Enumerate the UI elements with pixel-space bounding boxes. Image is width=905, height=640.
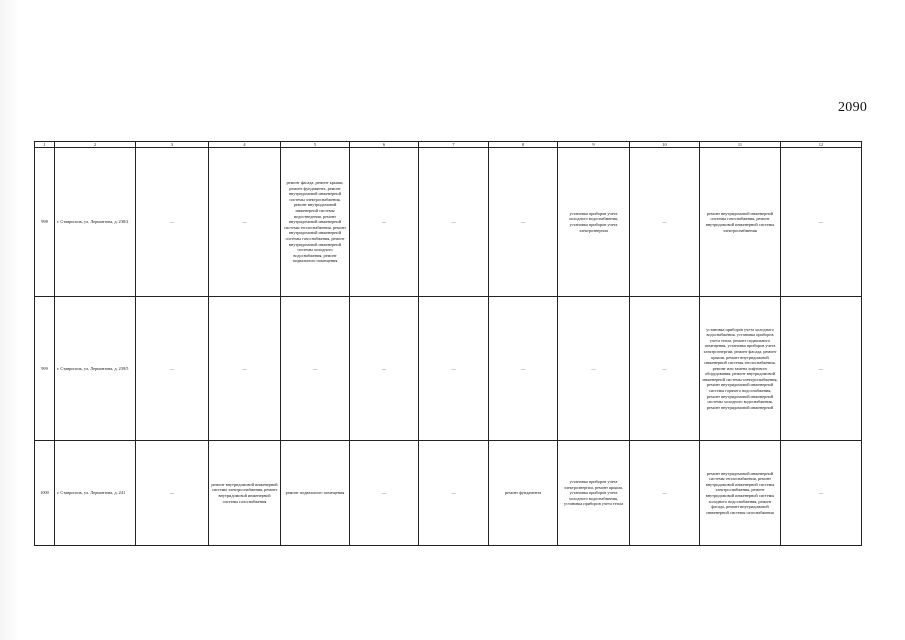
row-number: 1000: [35, 441, 55, 546]
empty-dash-cell: —: [350, 297, 419, 441]
empty-dash-cell: —: [136, 441, 209, 546]
column-number: 1: [35, 142, 55, 148]
works-cell: ремонт внутридомовой инженерной системы электроснабжения, ремонт внутридомовой инженерной системы газоснабжения: [209, 441, 281, 546]
scan-shadow: [0, 0, 20, 640]
row-number: 999: [35, 297, 55, 441]
empty-dash-cell: —: [558, 297, 630, 441]
address-cell: г. Ставрополь, ул. Лермонтова, д. 241: [55, 441, 136, 546]
empty-dash-cell: —: [781, 297, 862, 441]
column-number: 9: [558, 142, 630, 148]
empty-dash-cell: —: [630, 148, 700, 297]
works-cell: установка приборов учета холодного водоснабжения, установка приборов учета электроэнергии: [558, 148, 630, 297]
empty-dash-cell: —: [350, 148, 419, 297]
empty-dash-cell: —: [781, 148, 862, 297]
repair-program-table: [34, 141, 862, 546]
works-text: установка приборов учета холодного водоснабжения, установка приборов учета тепла, ремонт подвального помещения, установка приборов учета электроэнергии, ремонт фасада, ремонт крыши, ремонт внутридомовой инженерной системы теплоснабжения, ремонт или замена лифтового оборудования, ремонт внутридомовой инженерной системы электроснабжения, ремонт внутридомовой инженерной системы горячего водоснабжения, ремонт внутридомовой инженерной системы холодного водоснабжения, ремонт внутридомовой инженерной: [702, 326, 778, 410]
works-cell: ремонт подвального помещения: [281, 441, 350, 546]
works-cell: установка приборов учета электроэнергии, ремонт крыши, установка приборов учета холодного водоснабжения, установка приборов учета тепла: [558, 441, 630, 546]
works-cell: ремонт фасада, ремонт крыши, ремонт фундамента, ремонт внутридомовой инженерной системы электроснабжения, ремонт внутридомовой инженерной системы водоотведения, ремонт внутридомовой инженерной системы теплоснабжения, ремонт внутридомовой инженерной системы газоснабжения, ремонт внутридомовой инженерной системы холодного водоснабжения, ремонт подвального помещения: [281, 148, 350, 297]
column-number: 12: [781, 142, 862, 148]
page-number: 2090: [838, 100, 868, 115]
empty-dash-cell: —: [136, 148, 209, 297]
empty-dash-cell: —: [209, 148, 281, 297]
column-number: 6: [350, 142, 419, 148]
empty-dash-cell: —: [630, 297, 700, 441]
column-number: 7: [419, 142, 489, 148]
column-number: 4: [209, 142, 281, 148]
empty-dash-cell: —: [630, 441, 700, 546]
column-number: 3: [136, 142, 209, 148]
empty-dash-cell: —: [350, 441, 419, 546]
works-cell: [700, 297, 781, 441]
empty-dash-cell: —: [136, 297, 209, 441]
table-row: [35, 441, 862, 546]
works-cell: ремонт внутридомовой инженерной системы газоснабжения, ремонт внутридомовой инженерной системы электроснабжения: [700, 148, 781, 297]
works-cell: ремонт фундамента: [489, 441, 558, 546]
column-number: 2: [55, 142, 136, 148]
empty-dash-cell: —: [281, 297, 350, 441]
table-row: [35, 148, 862, 297]
column-number: 10: [630, 142, 700, 148]
table-row: [35, 297, 862, 441]
empty-dash-cell: —: [489, 148, 558, 297]
empty-dash-cell: —: [419, 297, 489, 441]
address-cell: г. Ставрополь, ул. Лермонтова, д. 238/2: [55, 148, 136, 297]
column-number: 8: [489, 142, 558, 148]
empty-dash-cell: —: [781, 441, 862, 546]
empty-dash-cell: —: [209, 297, 281, 441]
address-cell: г. Ставрополь, ул. Лермонтова, д. 239/5: [55, 297, 136, 441]
empty-dash-cell: —: [419, 148, 489, 297]
works-cell: ремонт внутридомовой инженерной системы теплоснабжения, ремонт внутридомовой инженерной системы электроснабжения, ремонт внутридомовой инженерной системы холодного водоснабжения, ремонт фасада, ремонт внутридомовой инженерной системы газоснабжения: [700, 441, 781, 546]
column-number: 11: [700, 142, 781, 148]
empty-dash-cell: —: [489, 297, 558, 441]
row-number: 998: [35, 148, 55, 297]
column-number: 5: [281, 142, 350, 148]
empty-dash-cell: —: [419, 441, 489, 546]
